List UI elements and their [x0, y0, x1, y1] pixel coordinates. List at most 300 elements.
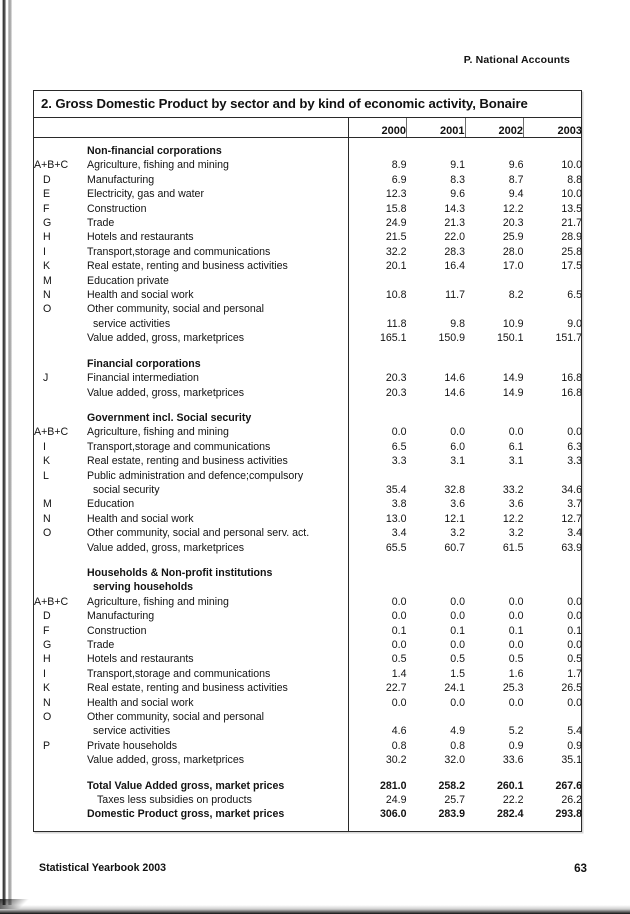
- section-heading-label: Financial corporations: [87, 357, 348, 371]
- spacer-value-2000: [348, 768, 407, 779]
- totals-value-2003: 267.6: [555, 779, 582, 792]
- row-value-2003: 151.7: [555, 332, 582, 345]
- row-label: Real estate, renting and business activities: [87, 681, 348, 695]
- row-label: Value added, gross, marketprices: [87, 753, 348, 767]
- row-value-2003: 8.8: [567, 173, 582, 186]
- spacer-value-2003: [524, 822, 583, 831]
- row-code: K: [43, 455, 51, 468]
- spacer-value-2003: [524, 555, 583, 566]
- row-code: K: [43, 260, 51, 273]
- section-heading-value-2000: [348, 411, 407, 425]
- table-row: [34, 595, 582, 609]
- section-heading-row: [34, 566, 582, 580]
- row-value-2001: 9.6: [450, 188, 465, 201]
- section-heading-value-2002: [465, 566, 524, 580]
- row-label: Hotels and restaurants: [87, 652, 348, 666]
- row-value-2000: 6.9: [391, 173, 407, 186]
- row-label: Transport,storage and communications: [87, 440, 348, 454]
- row-value-2000: 0.8: [391, 739, 407, 752]
- row-value-2003: 16.8: [561, 386, 582, 399]
- row-value-2001: 0.5: [450, 653, 465, 666]
- row-value-2003: 13.5: [561, 202, 582, 215]
- table-row: [34, 259, 582, 273]
- row-value-2003: 63.9: [561, 541, 582, 554]
- footer-publication: Statistical Yearbook 2003: [39, 862, 167, 874]
- table-row: [34, 469, 582, 483]
- row-value-2003: 26.5: [561, 682, 582, 695]
- row-code: H: [43, 231, 51, 244]
- table-row: [34, 245, 582, 259]
- scan-edge-corner: [0, 899, 32, 909]
- totals-spacer: [34, 768, 582, 779]
- row-label: Manufacturing: [87, 609, 348, 623]
- row-code: A+B+C: [34, 595, 69, 608]
- row-value-2003: 28.9: [561, 231, 582, 244]
- row-value-2002: 25.3: [502, 682, 524, 695]
- scan-edge-bottom: [0, 905, 630, 914]
- column-header-2000: 2000: [348, 118, 407, 138]
- section-heading-label-cont: serving households: [87, 580, 348, 594]
- table-body: [34, 138, 582, 831]
- section-heading-value-2001: [407, 144, 466, 158]
- row-value-2000: 20.3: [385, 372, 407, 385]
- row-value-2002: 33.2: [502, 483, 524, 496]
- row-label: Value added, gross, marketprices: [87, 331, 348, 345]
- table-row: [34, 202, 582, 216]
- table-grid: [34, 118, 582, 831]
- spacer-value-2002: [465, 555, 524, 566]
- row-value-2002: 3.2: [508, 527, 524, 540]
- row-value-2001: [407, 710, 466, 724]
- table-row: [34, 696, 582, 710]
- row-code: J: [43, 372, 49, 385]
- row-code: E: [43, 188, 51, 201]
- spacer-value-2000: [348, 555, 407, 566]
- row-label: social security: [87, 483, 348, 497]
- row-value-2001: 3.2: [450, 527, 465, 540]
- table-row: [34, 624, 582, 638]
- totals-value-2001: 25.7: [444, 794, 465, 807]
- row-value-2002: 6.1: [508, 440, 524, 453]
- table-row: [34, 609, 582, 623]
- row-value-2000: 12.3: [385, 188, 407, 201]
- row-value-2000: 6.5: [391, 440, 407, 453]
- table-row: [34, 724, 582, 738]
- row-code: L: [43, 469, 49, 482]
- row-value-2003: 0.0: [567, 639, 582, 651]
- row-value-2002: [465, 469, 524, 483]
- section-heading-value-2003: [524, 566, 583, 580]
- section-heading-code: [34, 144, 87, 158]
- section-heading-code: [34, 357, 87, 371]
- row-value-2002: 61.5: [502, 541, 524, 554]
- totals-row: [34, 807, 582, 821]
- table-row: [34, 483, 582, 497]
- row-label: Real estate, renting and business activities: [87, 259, 348, 273]
- row-value-2003: 25.8: [561, 245, 582, 258]
- section-heading-cont-value-2003: [524, 580, 583, 594]
- row-code: G: [43, 639, 52, 651]
- row-code: I: [43, 667, 46, 680]
- spacer-code: [34, 346, 87, 357]
- row-value-2001: 0.0: [450, 696, 465, 709]
- row-value-2003: 0.9: [567, 739, 582, 752]
- row-label: Value added, gross, marketprices: [87, 541, 348, 555]
- spacer-label: [87, 555, 348, 566]
- row-value-2001: 14.6: [444, 386, 465, 399]
- row-label: Other community, social and personal: [87, 302, 348, 316]
- table-row: [34, 454, 582, 468]
- row-value-2000: 30.2: [385, 754, 407, 767]
- row-value-2001: 150.9: [438, 332, 465, 345]
- table-row: [34, 497, 582, 511]
- row-value-2002: 12.2: [502, 512, 524, 525]
- totals-value-2001: 258.2: [438, 779, 465, 792]
- section-heading-cont-value-2000: [348, 580, 407, 594]
- row-value-2001: 0.0: [450, 610, 465, 623]
- table-row: [34, 274, 582, 288]
- row-value-2003: 3.3: [567, 455, 582, 468]
- spacer-code: [34, 400, 87, 411]
- row-value-2000: 3.3: [391, 455, 407, 468]
- row-label: Private households: [87, 739, 348, 753]
- row-value-2002: 1.6: [508, 667, 524, 680]
- row-label: Construction: [87, 624, 348, 638]
- row-label: Education private: [87, 274, 348, 288]
- table-row: [34, 173, 582, 187]
- row-value-2001: 9.1: [450, 159, 465, 172]
- row-code: H: [43, 653, 51, 666]
- totals-code: [34, 779, 87, 793]
- row-value-2002: [465, 710, 524, 724]
- table-row: [34, 512, 582, 526]
- row-code: [34, 317, 87, 331]
- row-value-2002: 0.9: [508, 739, 524, 752]
- section-heading-row: [34, 144, 582, 158]
- row-value-2001: 0.0: [450, 595, 465, 608]
- row-value-2000: 21.5: [385, 231, 407, 244]
- row-code: A+B+C: [34, 159, 69, 172]
- table-row: [34, 158, 582, 172]
- section-heading-cont-value-2001: [407, 580, 466, 594]
- row-value-2001: [407, 274, 466, 288]
- row-value-2000: 0.0: [391, 639, 407, 651]
- row-label: Transport,storage and communications: [87, 667, 348, 681]
- row-value-2002: 17.0: [502, 260, 524, 273]
- row-value-2003: 34.6: [561, 483, 582, 496]
- section-heading-value-2002: [465, 411, 524, 425]
- row-value-2002: 8.7: [508, 173, 524, 186]
- section-heading-value-2001: [407, 357, 466, 371]
- table-row: [34, 230, 582, 244]
- row-value-2001: 0.8: [450, 739, 465, 752]
- row-value-2002: 12.2: [502, 202, 524, 215]
- row-label: Health and social work: [87, 288, 348, 302]
- row-value-2003: 0.5: [567, 653, 582, 666]
- bottom-spacer: [34, 822, 582, 831]
- row-value-2001: 16.4: [444, 260, 465, 273]
- row-value-2001: 8.3: [450, 173, 465, 186]
- row-value-2002: 33.6: [502, 754, 524, 767]
- row-value-2001: 32.0: [444, 754, 465, 767]
- row-value-2003: 0.0: [567, 426, 582, 439]
- table-row: [34, 371, 582, 385]
- row-value-2002: 0.5: [508, 653, 524, 666]
- row-code: O: [43, 303, 52, 316]
- section-heading-label: Government incl. Social security: [87, 411, 348, 425]
- row-value-2001: 28.3: [444, 245, 465, 258]
- row-value-2000: 15.8: [385, 202, 407, 215]
- section-heading-label: Non-financial corporations: [87, 144, 348, 158]
- row-value-2001: 22.0: [444, 231, 465, 244]
- scan-edge-left: [2, 0, 6, 914]
- row-value-2000: [348, 710, 407, 724]
- row-value-2000: 35.4: [385, 483, 407, 496]
- row-value-2000: 32.2: [385, 245, 407, 258]
- totals-label: Domestic Product gross, market prices: [87, 807, 348, 821]
- row-label: Education: [87, 497, 348, 511]
- row-value-2001: 0.1: [450, 624, 465, 637]
- totals-value-2000: 24.9: [385, 794, 407, 807]
- row-value-2000: [348, 274, 407, 288]
- section-heading-value-2003: [524, 411, 583, 425]
- row-value-2000: 0.1: [391, 624, 407, 637]
- section-heading-label: Households & Non-profit institutions: [87, 566, 348, 580]
- row-value-2001: 4.9: [450, 725, 465, 738]
- spacer-value-2002: [465, 822, 524, 831]
- row-value-2000: 20.3: [385, 386, 407, 399]
- row-value-2003: 6.5: [567, 289, 582, 302]
- row-code: [34, 753, 87, 767]
- row-code: K: [43, 682, 51, 695]
- section-heading-value-2003: [524, 144, 583, 158]
- table-header: [34, 118, 582, 138]
- table-row: [34, 667, 582, 681]
- row-value-2000: [348, 469, 407, 483]
- row-value-2003: 16.8: [561, 372, 582, 385]
- row-value-2003: [524, 274, 583, 288]
- section-heading-value-2000: [348, 144, 407, 158]
- row-value-2002: 28.0: [502, 245, 524, 258]
- row-value-2000: 4.6: [391, 725, 407, 738]
- row-label: Manufacturing: [87, 173, 348, 187]
- table-row: [34, 710, 582, 724]
- row-value-2003: 10.0: [561, 159, 582, 172]
- table-row: [34, 386, 582, 400]
- row-code: M: [43, 274, 52, 287]
- row-value-2000: 0.0: [391, 696, 407, 709]
- spacer-label: [87, 400, 348, 411]
- table-row: [34, 288, 582, 302]
- row-code: N: [43, 289, 51, 302]
- row-value-2003: 17.5: [561, 260, 582, 273]
- row-value-2002: 9.6: [508, 159, 524, 172]
- row-value-2002: 0.1: [508, 624, 524, 637]
- table-row: [34, 681, 582, 695]
- row-code: [34, 724, 87, 738]
- row-value-2002: [465, 274, 524, 288]
- table-row: [34, 302, 582, 316]
- row-code: [34, 386, 87, 400]
- row-label: Agriculture, fishing and mining: [87, 595, 348, 609]
- table-row: [34, 440, 582, 454]
- section-heading-value-2002: [465, 144, 524, 158]
- row-value-2002: [465, 302, 524, 316]
- table-row: [34, 331, 582, 345]
- row-value-2000: 20.1: [385, 260, 407, 273]
- section-heading-row: [34, 357, 582, 371]
- row-value-2000: 0.0: [391, 426, 407, 439]
- row-label: Trade: [87, 216, 348, 230]
- row-label: service activities: [87, 724, 348, 738]
- row-value-2001: 0.0: [450, 426, 465, 439]
- row-value-2003: 10.0: [561, 188, 582, 201]
- row-value-2003: 3.4: [567, 527, 582, 540]
- row-value-2001: 1.5: [450, 667, 465, 680]
- header-blank-cell: [34, 118, 348, 138]
- row-value-2003: [524, 469, 583, 483]
- totals-label: Total Value Added gross, market prices: [87, 779, 348, 793]
- spacer-value-2000: [348, 822, 407, 831]
- row-value-2003: 21.7: [561, 217, 582, 230]
- section-heading-cont-value-2002: [465, 580, 524, 594]
- row-value-2000: 3.4: [391, 527, 407, 540]
- totals-row: [34, 779, 582, 793]
- table-row: [34, 652, 582, 666]
- totals-value-2003: 293.8: [555, 808, 582, 821]
- row-value-2003: [524, 710, 583, 724]
- footer-page-number: 63: [574, 862, 587, 875]
- row-label: Trade: [87, 638, 348, 652]
- row-value-2002: 0.0: [508, 426, 524, 439]
- table-row: [34, 739, 582, 753]
- row-value-2002: 0.0: [508, 595, 524, 608]
- table-title: 2. Gross Domestic Product by sector and by kind of economic activity, Bonaire: [34, 91, 581, 118]
- row-code: A+B+C: [34, 426, 69, 439]
- row-label: Agriculture, fishing and mining: [87, 158, 348, 172]
- row-value-2003: 0.0: [567, 595, 582, 608]
- row-value-2002: 9.4: [508, 188, 524, 201]
- row-value-2000: 11.8: [386, 317, 407, 330]
- row-code: [34, 331, 87, 345]
- header-row: [34, 118, 582, 138]
- row-value-2001: 0.0: [450, 639, 465, 651]
- section-heading-value-2000: [348, 566, 407, 580]
- section-heading-value-2003: [524, 357, 583, 371]
- row-code: O: [43, 711, 52, 724]
- row-value-2002: 10.9: [502, 317, 524, 330]
- section-heading-row: [34, 411, 582, 425]
- row-value-2002: 150.1: [496, 332, 524, 345]
- row-code: O: [43, 527, 52, 540]
- row-label: Real estate, renting and business activities: [87, 454, 348, 468]
- spacer-label: [87, 768, 348, 779]
- spacer-value-2000: [348, 346, 407, 357]
- section-heading-row-cont: [34, 580, 582, 594]
- row-code: [34, 483, 87, 497]
- section-spacer: [34, 555, 582, 566]
- row-label: Hotels and restaurants: [87, 230, 348, 244]
- row-label: service activities: [87, 317, 348, 331]
- row-value-2001: 9.8: [450, 317, 465, 330]
- spacer-code: [34, 555, 87, 566]
- spacer-value-2001: [407, 768, 466, 779]
- row-value-2002: 25.9: [502, 231, 524, 244]
- row-value-2003: [524, 302, 583, 316]
- totals-code: [34, 807, 87, 821]
- spacer-value-2002: [465, 768, 524, 779]
- row-code: F: [43, 624, 50, 637]
- totals-value-2000: 281.0: [379, 779, 407, 792]
- row-value-2001: 12.1: [444, 512, 465, 525]
- row-label: Electricity, gas and water: [87, 187, 348, 201]
- totals-row: [34, 793, 582, 807]
- totals-value-2000: 306.0: [379, 808, 407, 821]
- row-value-2002: 0.0: [508, 639, 524, 651]
- row-value-2002: 20.3: [502, 217, 524, 230]
- row-value-2003: 1.7: [567, 667, 582, 680]
- section-spacer: [34, 400, 582, 411]
- row-value-2002: 0.0: [508, 610, 524, 623]
- row-value-2001: 32.8: [444, 483, 465, 496]
- table-row: [34, 753, 582, 767]
- totals-label: Taxes less subsidies on products: [87, 793, 348, 807]
- row-value-2003: 9.0: [567, 317, 582, 330]
- table-row: [34, 638, 582, 652]
- spacer-value-2001: [407, 346, 466, 357]
- row-value-2002: 3.6: [508, 498, 524, 511]
- row-value-2003: 5.4: [567, 725, 582, 738]
- row-value-2000: 22.7: [385, 682, 407, 695]
- spacer-value-2002: [465, 400, 524, 411]
- spacer-value-2001: [407, 555, 466, 566]
- row-code: M: [43, 498, 52, 511]
- totals-value-2002: 22.2: [502, 794, 524, 807]
- spacer-value-2000: [348, 400, 407, 411]
- row-code: F: [43, 202, 50, 215]
- table-row: [34, 425, 582, 439]
- table-row: [34, 541, 582, 555]
- row-value-2003: 0.0: [567, 696, 582, 709]
- row-value-2003: 0.0: [567, 610, 582, 623]
- section-spacer: [34, 346, 582, 357]
- spacer-value-2001: [407, 822, 466, 831]
- section-heading-value-2001: [407, 411, 466, 425]
- row-value-2000: 1.4: [391, 667, 407, 680]
- section-heading-code: [34, 566, 87, 580]
- totals-value-2003: 26.2: [561, 794, 582, 807]
- row-value-2000: 0.0: [391, 610, 407, 623]
- table-row: [34, 187, 582, 201]
- row-value-2002: 14.9: [502, 386, 524, 399]
- row-value-2002: 0.0: [508, 696, 524, 709]
- row-value-2000: 10.8: [385, 289, 407, 302]
- section-heading-value-2000: [348, 357, 407, 371]
- row-value-2003: 6.3: [567, 440, 582, 453]
- row-label: Financial intermediation: [87, 371, 348, 385]
- row-label: Public administration and defence;compulsory: [87, 469, 348, 483]
- row-value-2002: 5.2: [508, 725, 524, 738]
- row-value-2001: [407, 469, 466, 483]
- row-code: N: [43, 696, 51, 709]
- page-header-note: P. National Accounts: [463, 54, 570, 66]
- row-code: P: [43, 739, 51, 752]
- scan-edge-left-secondary: [8, 0, 12, 914]
- row-code: I: [43, 245, 46, 258]
- row-value-2000: 8.9: [391, 159, 407, 172]
- row-value-2001: [407, 302, 466, 316]
- row-value-2000: 13.0: [385, 512, 407, 525]
